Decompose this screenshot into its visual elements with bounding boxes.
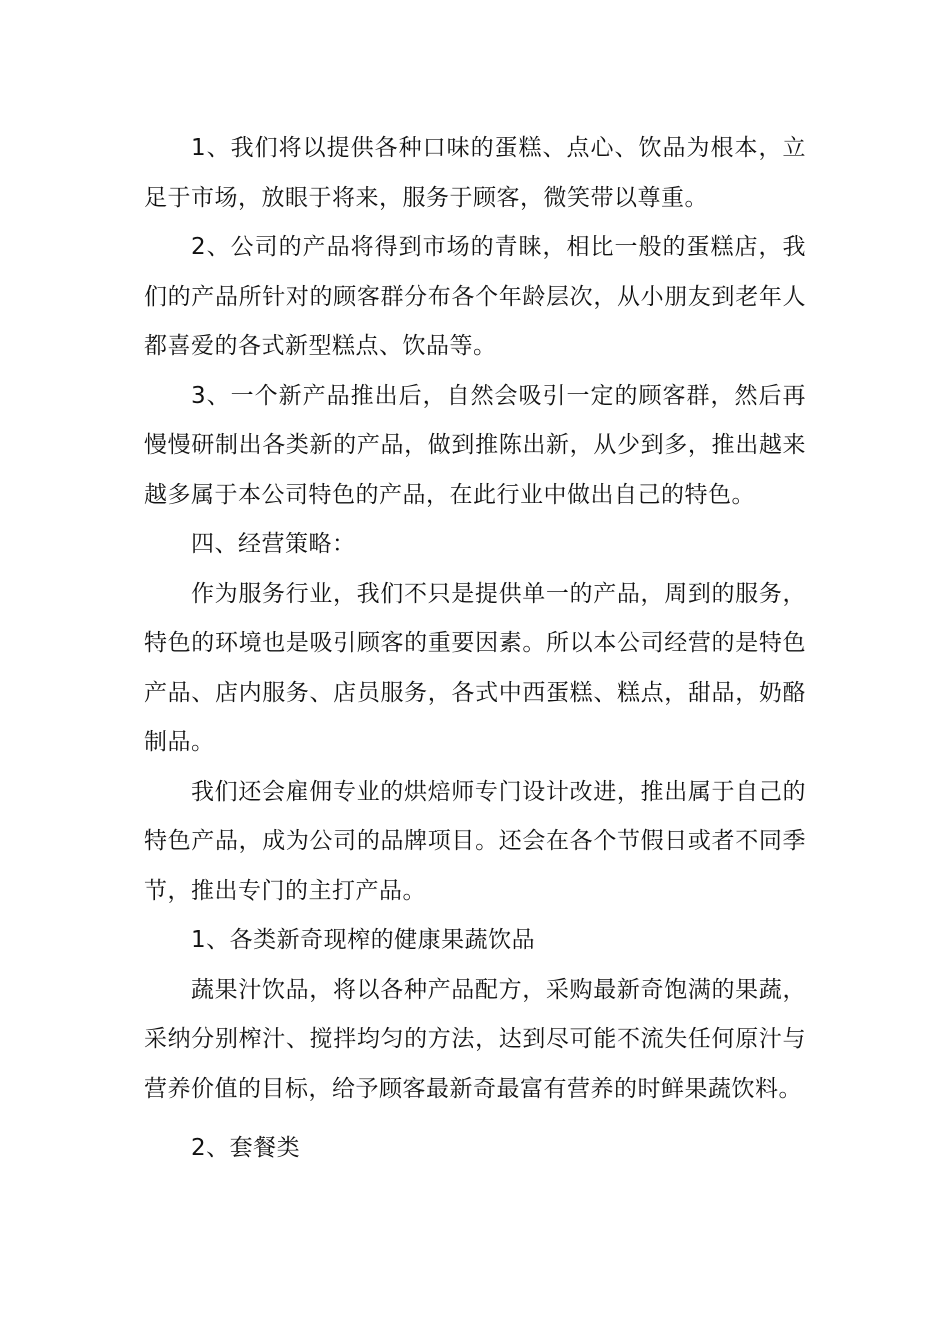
item-heading-juice: 1、各类新奇现榨的健康果蔬饮品 — [191, 927, 536, 953]
paragraph-baker-hiring: 我们还会雇佣专业的烘焙师专门设计改进，推出属于自己的特色产品，成为公司的品牌项目。还会在各个节假日或者不同季节，推出专门的主打产品。 — [144, 778, 806, 904]
document-body — [144, 124, 806, 1174]
paragraph-service-industry: 作为服务行业，我们不只是提供单一的产品，周到的服务，特色的环境也是吸引顾客的重要因素。所以本公司经营的是特色产品、店内服务、店员服务，各式中西蛋糕、糕点，甜品，奶酪制品。 — [144, 580, 806, 755]
paragraph-juice-description: 蔬果汁饮品，将以各种产品配方，采购最新奇饱满的果蔬，采纳分别榨汁、搅拌均匀的方法，达到尽可能不流失任何原汁与营养价值的目标，给予顾客最新奇最富有营养的时鲜果蔬饮料。 — [144, 976, 806, 1102]
item-heading-set-meal: 2、套餐类 — [191, 1135, 301, 1161]
section-heading-strategy: 四、经营策略： — [191, 531, 356, 557]
paragraph-new-products: 3、一个新产品推出后，自然会吸引一定的顾客群，然后再慢慢研制出各类新的产品，做到推陈出新，从少到多，推出越来越多属于本公司特色的产品，在此行业中做出自己的特色。 — [144, 382, 806, 508]
paragraph-market-favor: 2、公司的产品将得到市场的青睐，相比一般的蛋糕店，我们的产品所针对的顾客群分布各个年龄层次，从小朋友到老年人都喜爱的各式新型糕点、饮品等。 — [144, 234, 806, 359]
paragraph-cake-foundation: 1、我们将以提供各种口味的蛋糕、点心、饮品为根本，立足于市场，放眼于将来，服务于顾客，微笑带以尊重。 — [144, 135, 806, 211]
